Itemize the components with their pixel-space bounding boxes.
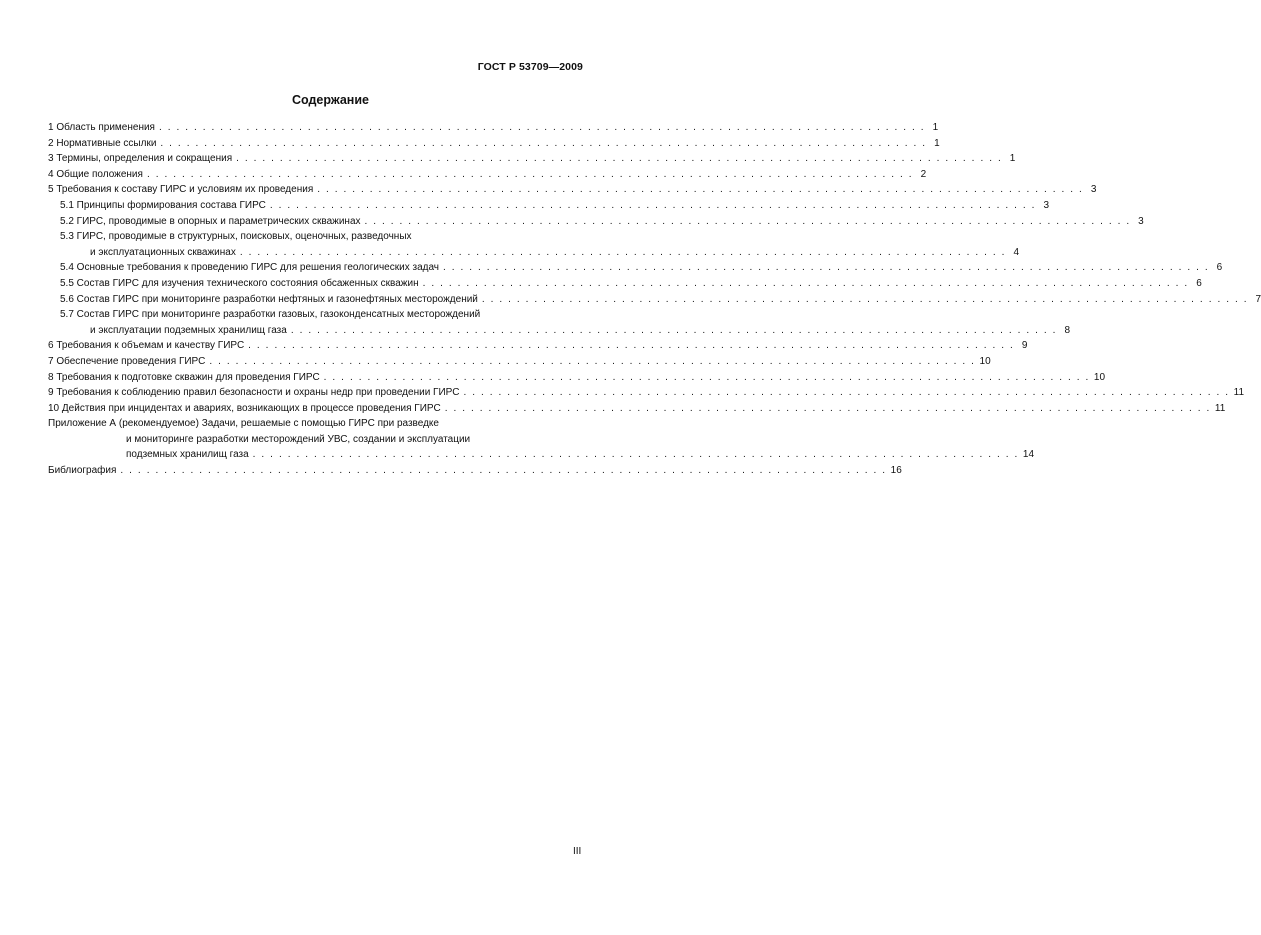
toc-entry[interactable] <box>48 136 940 152</box>
toc-entry-page: 3 <box>1138 215 1144 227</box>
toc-entry-page: 16 <box>890 465 902 477</box>
toc-entry[interactable] <box>48 229 1020 260</box>
toc-title: Содержание <box>291 93 369 107</box>
toc-entry-title: 5.4 Основные требования к проведению ГИРС для решения геологических задач <box>60 262 440 274</box>
toc-entry-title-continued: и мониторинге разработки месторождений УВС, создании и эксплуатации <box>126 433 471 445</box>
toc-entry-page: 8 <box>1064 324 1071 336</box>
toc-entry[interactable] <box>48 198 1050 214</box>
toc-entry-page: 3 <box>1090 184 1097 196</box>
toc-entry[interactable] <box>48 276 1202 292</box>
toc-entry[interactable] <box>48 307 1071 338</box>
leader-dots: . . . . . . . . . . . . . . . . . . . . . . . . . . . . . . . . . . . . . . . . . . . . . . . . . . . . . . . . . . . . . . . . . . . . . . . . . . . . . . . . . . . . . . . . <box>323 371 1090 383</box>
toc-entry[interactable] <box>48 182 1097 198</box>
toc-entry-page: 1 <box>1009 153 1016 165</box>
toc-entry-bibliography[interactable] <box>48 463 902 479</box>
toc-entry-title: 5.6 Состав ГИРС при мониторинге разработки нефтяных и газонефтяных месторождений <box>60 293 478 305</box>
toc-entry-page: 2 <box>920 168 927 180</box>
leader-dots: . . . . . . . . . . . . . . . . . . . . . . . . . . . . . . . . . . . . . . . . . . . . . . . . . . . . . . . . . . . . . . . . . . . . . . . . . . . . . . . . . . . . . . . . <box>236 153 1003 165</box>
toc-entry-title: 6 Требования к объемам и качеству ГИРС <box>48 340 245 352</box>
toc-entry-title: 5.3 ГИРС, проводимые в структурных, поисковых, оценочных, разведочных <box>60 231 412 243</box>
leader-dots: . . . . . . . . . . . . . . . . . . . . . . . . . . . . . . . . . . . . . . . . . . . . . . . . . . . . . . . . . . . . . . . . . . . . . . . . . . . . . . . . . . . . . . . . <box>248 340 1015 352</box>
toc-entry-title: 5.5 Состав ГИРС для изучения технического состояния обсаженных скважин <box>60 277 419 289</box>
toc-entry[interactable] <box>48 120 939 136</box>
leader-dots: . . . . . . . . . . . . . . . . . . . . . . . . . . . . . . . . . . . . . . . . . . . . . . . . . . . . . . . . . . . . . . . . . . . . . . . . . . . . . . . . . . . . . . . . <box>422 277 1189 289</box>
leader-dots: . . . . . . . . . . . . . . . . . . . . . . . . . . . . . . . . . . . . . . . . . . . . . . . . . . . . . . . . . . . . . . . . . . . . . . . . . . . . . . . . . . . . . . . . <box>443 262 1210 274</box>
toc-entry-page: 1 <box>934 137 940 149</box>
leader-dots: . . . . . . . . . . . . . . . . . . . . . . . . . . . . . . . . . . . . . . . . . . . . . . . . . . . . . . . . . . . . . . . . . . . . . . . . . . . . . . . . . . . . . . . . <box>481 293 1249 305</box>
toc-entry-title: 9 Требования к соблюдению правил безопасности и охраны недр при проведении ГИРС <box>48 387 460 399</box>
toc-entry-page: 3 <box>1043 199 1050 211</box>
toc-entry[interactable] <box>48 167 927 183</box>
table-of-contents <box>48 120 1261 479</box>
toc-entry-title-continued: и эксплуатации подземных хранилищ газа <box>90 324 287 336</box>
toc-entry-title-continued: и эксплуатационных скважинах <box>90 246 236 258</box>
toc-entry-title: Приложение А (рекомендуемое) Задачи, решаемые с помощью ГИРС при разведке <box>48 418 439 430</box>
leader-dots: . . . . . . . . . . . . . . . . . . . . . . . . . . . . . . . . . . . . . . . . . . . . . . . . . . . . . . . . . . . . . . . . . . . . . . . . . . . . . . . . . . . . . . . . <box>160 137 927 149</box>
document-code: ГОСТ Р 53709—2009 <box>477 61 583 73</box>
toc-entry-title: 1 Область применения <box>48 122 155 133</box>
toc-entry-page: 9 <box>1021 340 1028 352</box>
toc-entry-page: 10 <box>1093 371 1106 383</box>
leader-dots: . . . . . . . . . . . . . . . . . . . . . . . . . . . . . . . . . . . . . . . . . . . . . . . . . . . . . . . . . . . . . . . . . . . . . . . . . . . . . . . . . . . . . . . . <box>239 246 1007 258</box>
toc-entry[interactable] <box>48 151 1016 167</box>
toc-entry-title: 2 Нормативные ссылки <box>48 137 157 149</box>
leader-dots: . . . . . . . . . . . . . . . . . . . . . . . . . . . . . . . . . . . . . . . . . . . . . . . . . . . . . . . . . . . . . . . . . . . . . . . . . . . . . . . . . . . . . . . . <box>209 355 976 367</box>
toc-entry-title: 5 Требования к составу ГИРС и условиям их проведения <box>48 184 314 196</box>
toc-entry-page: 10 <box>979 355 991 367</box>
toc-entry-page: 4 <box>1013 246 1020 258</box>
toc-entry-title: 7 Обеспечение проведения ГИРС <box>48 355 206 367</box>
toc-entry-page: 1 <box>932 122 939 133</box>
toc-entry-title: 5.1 Принципы формирования состава ГИРС <box>60 199 266 211</box>
toc-entry[interactable] <box>48 370 1106 386</box>
toc-entry-title: 3 Термины, определения и сокращения <box>48 153 233 165</box>
toc-entry-page: 6 <box>1216 262 1223 274</box>
toc-entry-page: 7 <box>1255 293 1261 305</box>
leader-dots: . . . . . . . . . . . . . . . . . . . . . . . . . . . . . . . . . . . . . . . . . . . . . . . . . . . . . . . . . . . . . . . . . . . . . . . . . . . . . . . . . . . . . . . . <box>444 402 1211 414</box>
toc-entry[interactable] <box>48 214 1144 230</box>
leader-dots: . . . . . . . . . . . . . . . . . . . . . . . . . . . . . . . . . . . . . . . . . . . . . . . . . . . . . . . . . . . . . . . . . . . . . . . . . . . . . . . . . . . . . . . . <box>463 387 1230 399</box>
toc-entry-appendix[interactable] <box>48 416 1035 463</box>
toc-entry[interactable] <box>48 401 1226 417</box>
leader-dots: . . . . . . . . . . . . . . . . . . . . . . . . . . . . . . . . . . . . . . . . . . . . . . . . . . . . . . . . . . . . . . . . . . . . . . . . . . . . . . . . . . . . . . . . <box>158 122 926 133</box>
toc-entry-page: 14 <box>1022 449 1035 461</box>
leader-dots: . . . . . . . . . . . . . . . . . . . . . . . . . . . . . . . . . . . . . . . . . . . . . . . . . . . . . . . . . . . . . . . . . . . . . . . . . . . . . . . . . . . . . . . . <box>120 465 887 477</box>
leader-dots: . . . . . . . . . . . . . . . . . . . . . . . . . . . . . . . . . . . . . . . . . . . . . . . . . . . . . . . . . . . . . . . . . . . . . . . . . . . . . . . . . . . . . . . . <box>252 449 1019 461</box>
toc-entry-title: Библиография <box>48 465 117 477</box>
toc-entry[interactable] <box>48 260 1223 276</box>
toc-entry-title-continued: подземных хранилищ газа <box>126 449 249 461</box>
leader-dots: . . . . . . . . . . . . . . . . . . . . . . . . . . . . . . . . . . . . . . . . . . . . . . . . . . . . . . . . . . . . . . . . . . . . . . . . . . . . . . . . . . . . . . . . <box>290 324 1058 336</box>
toc-entry-title: 5.7 Состав ГИРС при мониторинге разработки газовых, газоконденсатных месторождений <box>60 309 481 321</box>
toc-entry-title: 5.2 ГИРС, проводимые в опорных и параметрических скважинах <box>60 215 361 227</box>
leader-dots: . . . . . . . . . . . . . . . . . . . . . . . . . . . . . . . . . . . . . . . . . . . . . . . . . . . . . . . . . . . . . . . . . . . . . . . . . . . . . . . . . . . . . . . . <box>364 215 1131 227</box>
leader-dots: . . . . . . . . . . . . . . . . . . . . . . . . . . . . . . . . . . . . . . . . . . . . . . . . . . . . . . . . . . . . . . . . . . . . . . . . . . . . . . . . . . . . . . . . <box>269 199 1037 211</box>
toc-entry-page: 11 <box>1214 402 1226 414</box>
toc-entry-title: 8 Требования к подготовке скважин для проведения ГИРС <box>48 371 320 383</box>
toc-entry[interactable] <box>48 385 1245 401</box>
toc-entry-page: 6 <box>1196 277 1202 289</box>
leader-dots: . . . . . . . . . . . . . . . . . . . . . . . . . . . . . . . . . . . . . . . . . . . . . . . . . . . . . . . . . . . . . . . . . . . . . . . . . . . . . . . . . . . . . . . . <box>317 184 1084 196</box>
page-number: III <box>573 846 582 857</box>
toc-entry[interactable] <box>48 354 991 370</box>
toc-entry[interactable] <box>48 338 1028 354</box>
leader-dots: . . . . . . . . . . . . . . . . . . . . . . . . . . . . . . . . . . . . . . . . . . . . . . . . . . . . . . . . . . . . . . . . . . . . . . . . . . . . . . . . . . . . . . . . <box>146 168 914 180</box>
toc-entry-page: 11 <box>1233 387 1245 399</box>
toc-entry[interactable] <box>48 292 1261 308</box>
toc-entry-title: 4 Общие положения <box>48 168 143 180</box>
toc-entry-title: 10 Действия при инцидентах и авариях, возникающих в процессе проведения ГИРС <box>48 402 441 414</box>
